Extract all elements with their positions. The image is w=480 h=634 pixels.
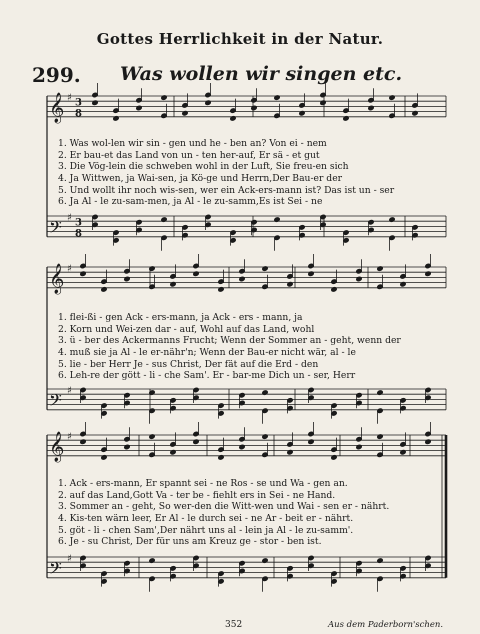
verse-line: 4. Ja Wittwen, ja Wai-sen, ja Kö-ge und Herrn,Der Bau-er der (58, 173, 343, 185)
verses-system-3 (58, 478, 448, 548)
running-head: Gottes Herrlichkeit in der Natur. (96, 30, 384, 48)
verse-line: 5. Und wollt ihr noch wis-sen, wer ein Ack-ers-mann ist? Das ist un - ser (58, 184, 395, 196)
verse-line: 2. Er bau-et das Land von un - ten her-auf, Er sä - et gut (58, 149, 320, 161)
time-signature: 8 (75, 108, 82, 120)
verse-line: 6. Leh-re der gött - li - che Sam'. Er - bar-me Dich un - ser, Herr (58, 370, 356, 382)
verse-line: 5. lie - ber Herr Je - sus Christ, Der fät auf die Erd - den (58, 358, 319, 370)
verse-line: 1. flei-ßi - gen Ack - ers-mann, ja Ack - ers - mann, ja (58, 312, 303, 323)
verses-system-1 (58, 138, 448, 208)
treble-clef-icon: 𝄞 (49, 92, 65, 123)
verse-line: 1. Ack - ers-mann, Er spannt sei - ne Ros - se und Wa - gen an. (58, 478, 348, 489)
verse-line: 6. Je - su Christ, Der für uns am Kreuz ge - stor - ben ist. (58, 536, 322, 548)
verses-system-2 (58, 312, 448, 382)
sharp-icon: ♯ (67, 553, 72, 565)
bass-clef-icon: 𝄢 (49, 389, 62, 414)
verse-line: 2. auf das Land,Gott Va - ter be - fiehlt ers in Sei - ne Hand. (58, 489, 336, 501)
verse-line: 3. ü - ber des Ackermanns Frucht; Wenn der Sommer an - geht, wenn der (58, 335, 401, 347)
verse-line: 1. Was wol-len wir sin - gen und he - ben an? Von ei - nem (58, 138, 327, 149)
verse-line: 3. Sommer an - geht, So wer-den die Witt-wen und Wai - sen er - nährt. (58, 501, 390, 513)
verse-line: 6. Ja Al - le zu-sam-men, ja Al - le zu-samm,Es ist Sei - ne (58, 196, 323, 208)
verse-line: 3. Die Vög-lein die schweben wohl in der Luft, Sie freu-en sich (58, 161, 349, 173)
verse-line: 2. Korn und Wei-zen dar - auf, Wohl auf das Land, wohl (58, 323, 315, 335)
bass-clef-icon: 𝄢 (49, 557, 62, 582)
time-signature: 3 (75, 97, 82, 109)
verse-line: 4. Kis-ten wärn leer, Er Al - le durch sei - ne Ar - beit er - nährt. (58, 513, 354, 525)
sharp-icon: ♯ (67, 431, 72, 443)
bass-clef-icon: 𝄢 (49, 216, 62, 241)
sharp-icon: ♯ (67, 92, 72, 104)
verse-line: 4. muß sie ja Al - le er-nähr'n; Wenn der Bau-er nicht wär, al - le (58, 347, 356, 359)
time-signature: 8 (75, 228, 82, 240)
treble-clef-icon: 𝄞 (49, 263, 65, 294)
source-note: Aus dem Paderborn'schen. (328, 620, 444, 630)
page-number: 352 (225, 620, 243, 630)
time-signature: 3 (75, 217, 82, 229)
hymn-number: 299. (32, 63, 81, 87)
hymn-title: Was wollen wir singen etc. (120, 63, 403, 85)
sharp-icon: ♯ (67, 385, 72, 397)
sharp-icon: ♯ (67, 263, 72, 275)
treble-clef-icon: 𝄞 (49, 431, 65, 462)
sharp-icon: ♯ (67, 212, 72, 224)
verse-line: 5. göt - li - chen Sam',Der nährt uns al - lein ja Al - le zu-samm'. (58, 524, 354, 536)
